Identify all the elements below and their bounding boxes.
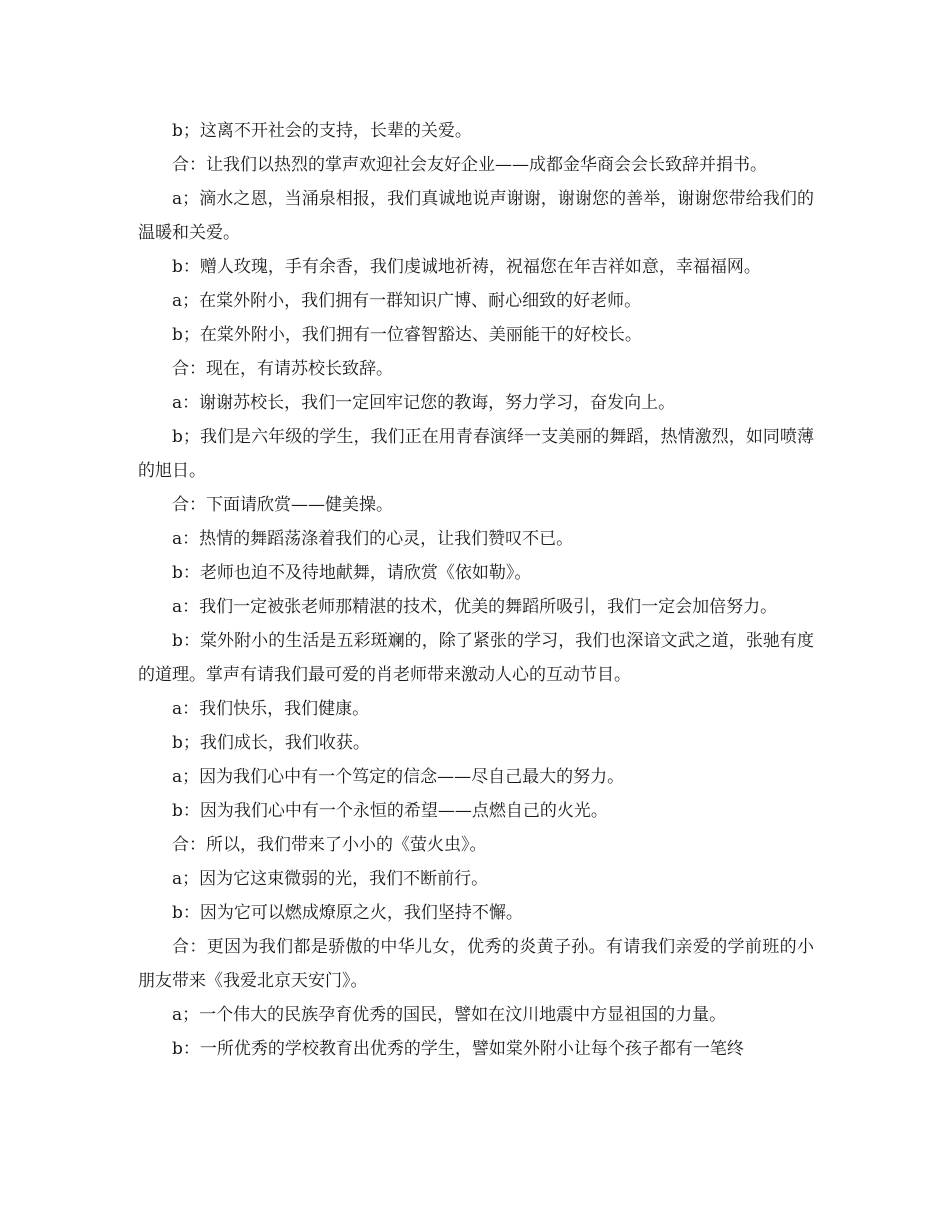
paragraph: b；在棠外附小，我们拥有一位睿智豁达、美丽能干的好校长。 bbox=[172, 325, 642, 345]
paragraph: b：一所优秀的学校教育出优秀的学生，譬如棠外附小让每个孩子都有一笔终 bbox=[172, 1039, 744, 1059]
paragraph: 合：现在，有请苏校长致辞。 bbox=[172, 359, 393, 379]
paragraph: a：热情的舞蹈荡涤着我们的心灵，让我们赞叹不已。 bbox=[172, 529, 574, 549]
paragraph: 合：更因为我们都是骄傲的中华儿女，优秀的炎黄子孙。有请我们亲爱的学前班的小朋友带来《我爱北京天安门》。 bbox=[138, 937, 814, 991]
paragraph: b；我们成长，我们收获。 bbox=[172, 733, 370, 753]
paragraph: a；滴水之恩，当涌泉相报，我们真诚地说声谢谢，谢谢您的善举，谢谢您带给我们的温暖和关爱。 bbox=[138, 189, 814, 243]
paragraph: 合：下面请欣赏——健美操。 bbox=[172, 495, 393, 515]
paragraph: 合：让我们以热烈的掌声欢迎社会友好企业——成都金华商会会长致辞并捐书。 bbox=[172, 155, 767, 175]
paragraph: a：我们一定被张老师那精湛的技术，优美的舞蹈所吸引，我们一定会加倍努力。 bbox=[172, 597, 778, 617]
paragraph: a；一个伟大的民族孕育优秀的国民，譬如在汶川地震中方显祖国的力量。 bbox=[172, 1005, 727, 1025]
paragraph: a：谢谢苏校长，我们一定回牢记您的教诲，努力学习，奋发向上。 bbox=[172, 393, 676, 413]
paragraph: b；这离不开社会的支持，长辈的关爱。 bbox=[172, 121, 472, 141]
paragraph: b：老师也迫不及待地献舞，请欣赏《依如勒》。 bbox=[172, 563, 532, 583]
paragraph: a；因为我们心中有一个笃定的信念——尽自己最大的努力。 bbox=[172, 767, 625, 787]
document-body bbox=[138, 114, 814, 1066]
paragraph: a；在棠外附小，我们拥有一群知识广博、耐心细致的好老师。 bbox=[172, 291, 642, 311]
paragraph: b：因为我们心中有一个永恒的希望——点燃自己的火光。 bbox=[172, 801, 608, 821]
paragraph: 合：所以，我们带来了小小的《萤火虫》。 bbox=[172, 835, 487, 855]
paragraph: b：赠人玫瑰，手有余香，我们虔诚地祈祷，祝福您在年吉祥如意，幸福福网。 bbox=[172, 257, 761, 277]
paragraph: a：我们快乐，我们健康。 bbox=[172, 699, 370, 719]
paragraph: b：因为它可以燃成燎原之火，我们坚持不懈。 bbox=[172, 903, 523, 923]
paragraph: a；因为它这束微弱的光，我们不断前行。 bbox=[172, 869, 489, 889]
paragraph: b；我们是六年级的学生，我们正在用青春演绎一支美丽的舞蹈，热情激烈，如同喷薄的旭日。 bbox=[138, 427, 814, 481]
paragraph: b：棠外附小的生活是五彩斑斓的，除了紧张的学习，我们也深谙文武之道，张驰有度的道理。掌声有请我们最可爱的肖老师带来激动人心的互动节目。 bbox=[138, 631, 814, 685]
